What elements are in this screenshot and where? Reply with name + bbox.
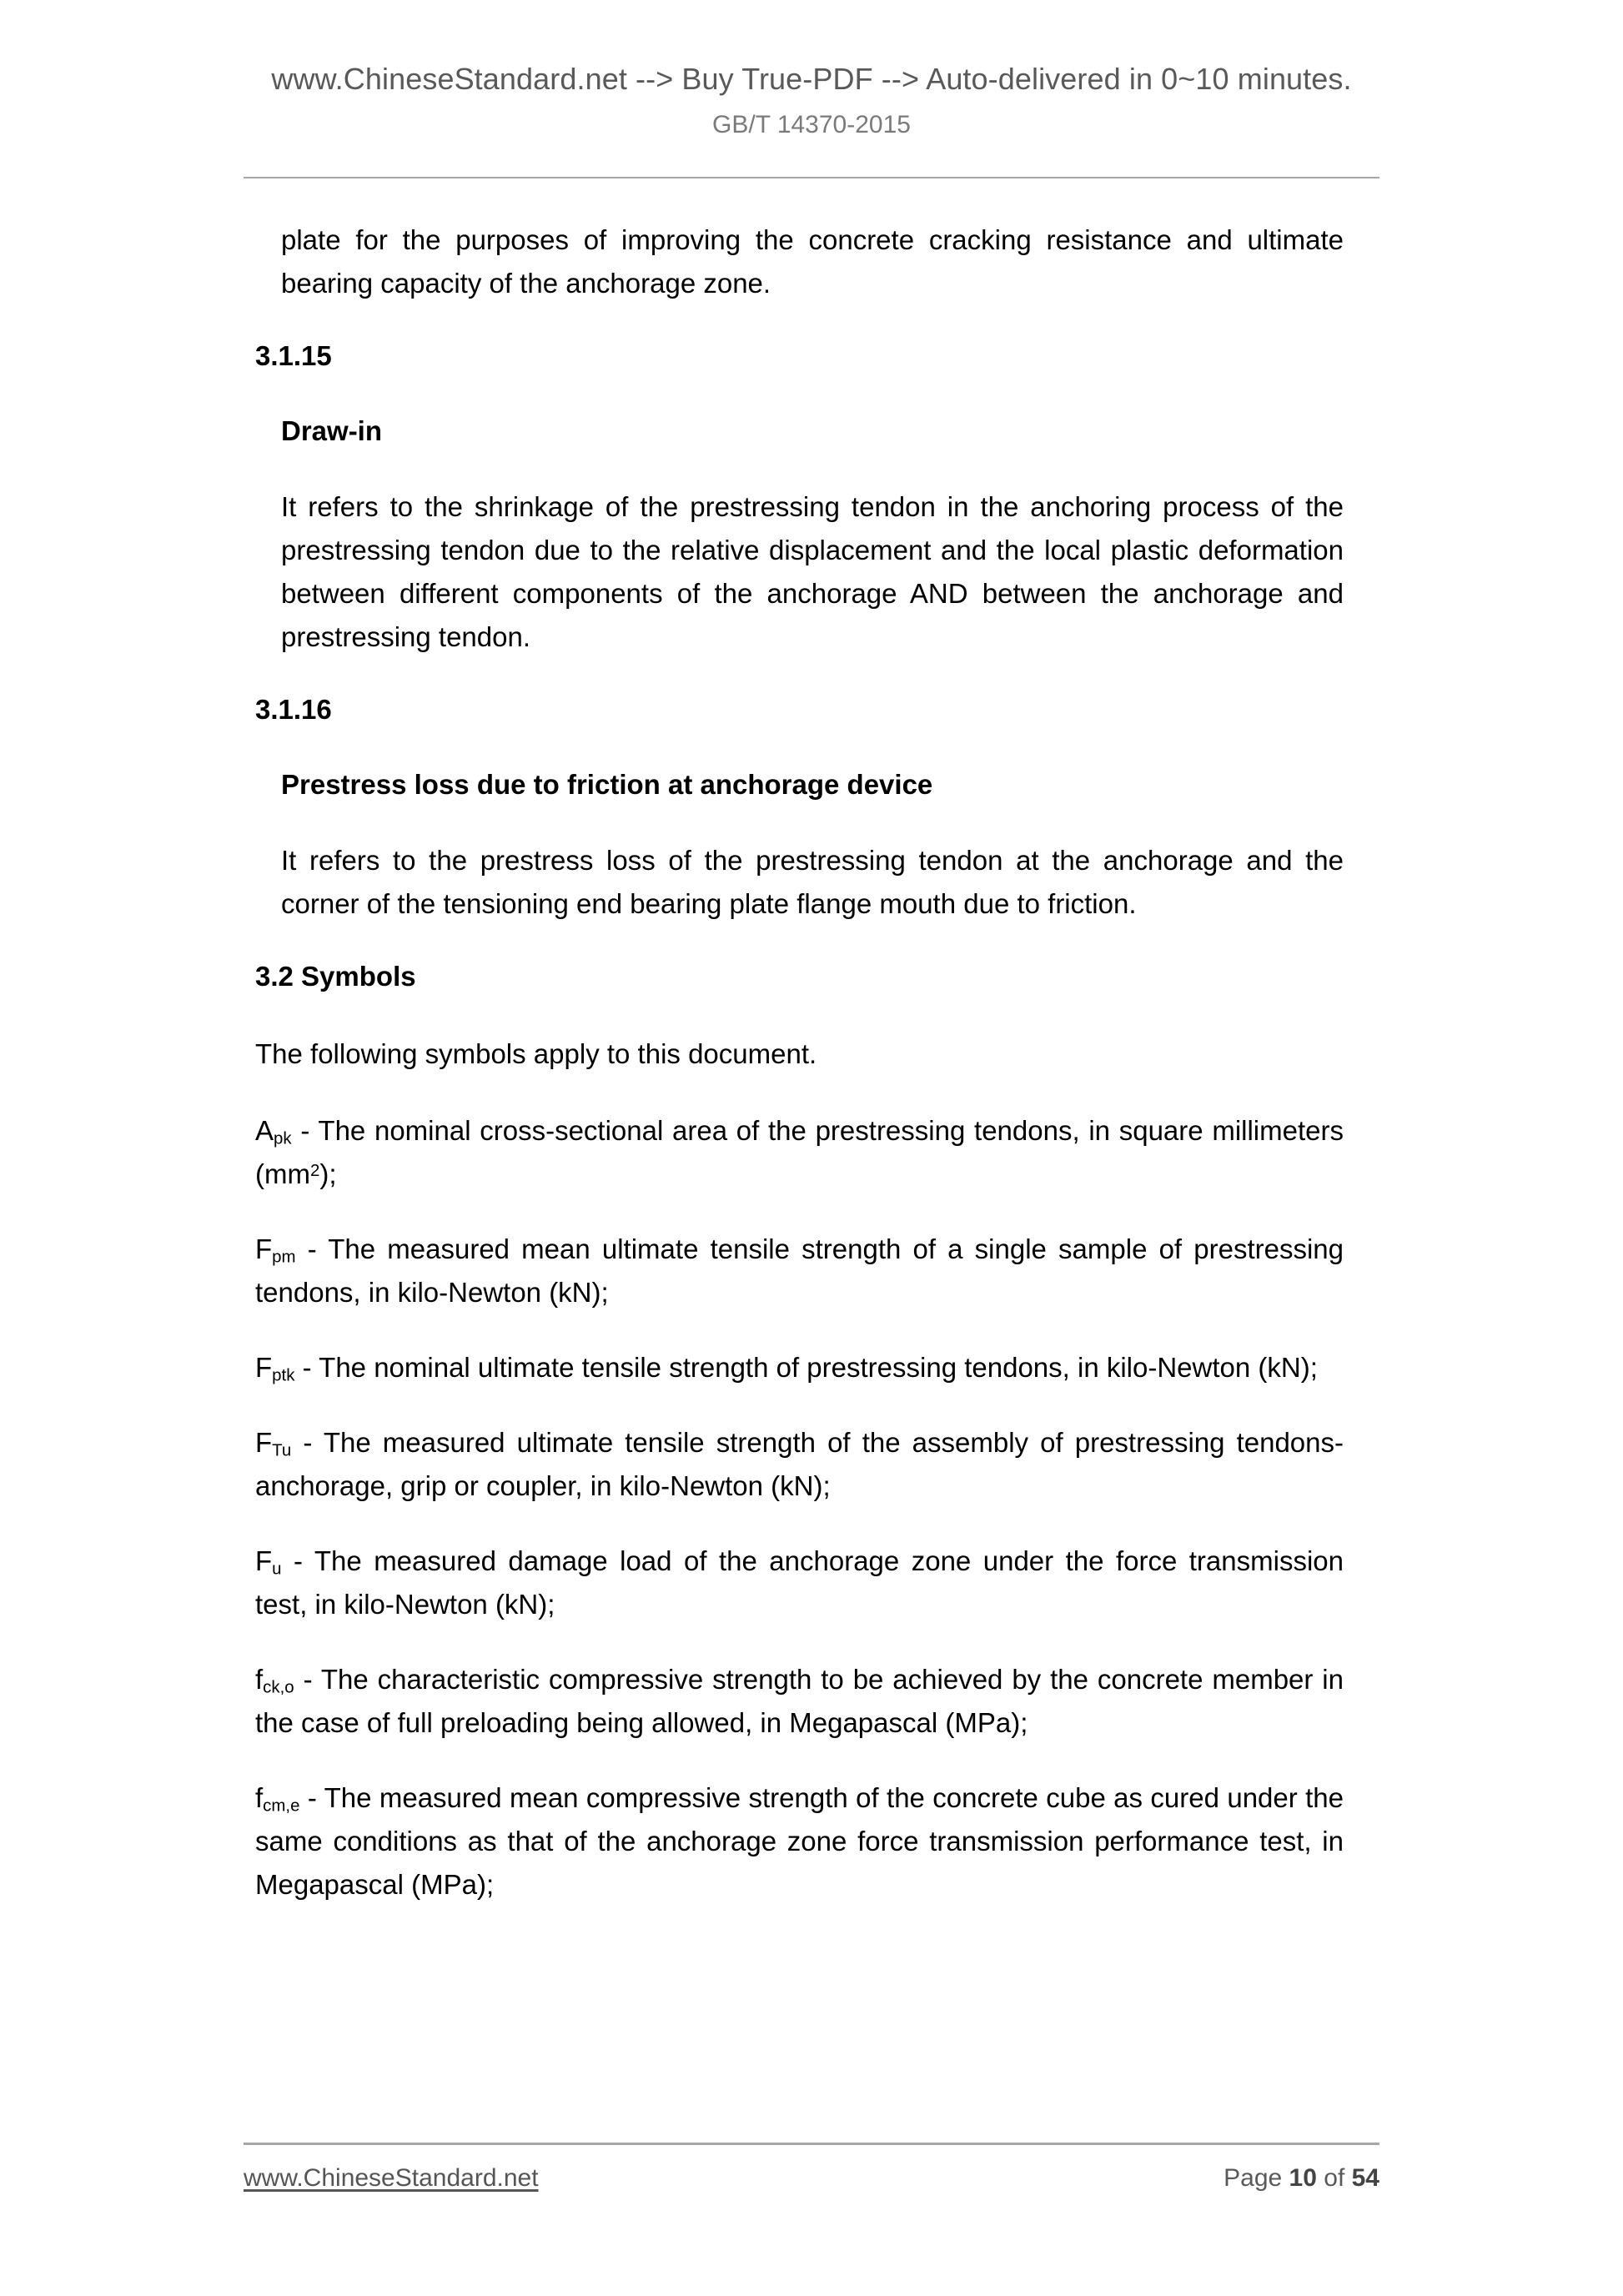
clause-number-3-1-15: 3.1.15 xyxy=(255,340,332,371)
term-definition-prestress-loss: It refers to the prestress loss of the prestressing tendon at the anchorage and the corner of the tensioning end bearing plate flange mouth due to friction. xyxy=(281,845,1344,919)
unit-exponent: 2 xyxy=(309,1160,320,1180)
symbol-definition xyxy=(255,1540,1344,1626)
symbol-definition xyxy=(255,1346,1344,1389)
symbol-description-tail: ); xyxy=(319,1158,337,1189)
footer-page-total: 54 xyxy=(1351,2164,1379,2192)
symbol-base: F xyxy=(255,1233,273,1264)
symbols-intro: The following symbols apply to this document. xyxy=(255,1038,817,1069)
footer-page-number: 10 xyxy=(1289,2164,1317,2192)
symbol-subscript: u xyxy=(272,1559,282,1579)
symbol-description: - The measured damage load of the anchorage zone under the force transmission test, in kilo-Newton (kN); xyxy=(255,1545,1344,1620)
symbol-description: - The measured mean ultimate tensile strength of a single sample of prestressing tendons, in kilo-Newton (kN); xyxy=(255,1233,1344,1308)
clause-number-3-1-16: 3.1.16 xyxy=(255,694,332,725)
symbol-description: - The measured mean compressive strength of the concrete cube as cured under the same conditions as that of the anchorage zone force transmission performance test, in Megapascal (MPa); xyxy=(255,1782,1344,1900)
term-title-prestress-loss: Prestress loss due to friction at anchorage device xyxy=(281,769,933,800)
header-divider xyxy=(244,177,1379,178)
continued-paragraph: plate for the purposes of improving the concrete cracking resistance and ultimate bearing capacity of the anchorage zone. xyxy=(281,224,1344,299)
section-heading-3-2-symbols: 3.2 Symbols xyxy=(255,961,416,992)
page-header xyxy=(0,60,1623,141)
symbol-base: f xyxy=(255,1664,264,1695)
symbol-base: F xyxy=(255,1352,273,1383)
symbol-description: - The nominal cross-sectional area of the prestressing tendons, in square millimeters (mm xyxy=(255,1115,1344,1189)
symbol-description: - The measured ultimate tensile strength of the assembly of prestressing tendons-anchorage, grip or coupler, in kilo-Newton (kN); xyxy=(255,1427,1344,1501)
symbol-base: F xyxy=(255,1545,273,1576)
symbol-description: - The nominal ultimate tensile strength of prestressing tendons, in kilo-Newton (kN); xyxy=(294,1352,1318,1383)
symbol-base: F xyxy=(255,1427,273,1458)
term-definition-draw-in: It refers to the shrinkage of the prestressing tendon in the anchoring process of the prestressing tendon due to the relative displacement and the local plastic deformation between different components of the anchorage AND between the anchorage and prestressing tendon. xyxy=(281,491,1344,652)
header-promo-text: www.ChineseStandard.net --> Buy True-PDF --> Auto-delivered in 0~10 minutes. xyxy=(271,62,1352,96)
symbol-definition xyxy=(255,1228,1344,1314)
document-body xyxy=(255,219,1344,1907)
symbol-base: A xyxy=(255,1115,274,1146)
symbol-definition xyxy=(255,1658,1344,1745)
symbol-definition-list xyxy=(255,1109,1344,1907)
footer-page-prefix: Page xyxy=(1224,2164,1289,2192)
symbol-subscript: pk xyxy=(274,1128,292,1148)
symbol-base: f xyxy=(255,1782,264,1813)
symbol-subscript: pm xyxy=(272,1247,296,1267)
symbol-definition xyxy=(255,1109,1344,1196)
symbol-subscript: Tu xyxy=(272,1440,292,1460)
footer-website-link[interactable]: www.ChineseStandard.net xyxy=(244,2164,539,2192)
footer-page-middle: of xyxy=(1316,2164,1352,2192)
symbol-definition xyxy=(255,1421,1344,1508)
header-standard-number: GB/T 14370-2015 xyxy=(712,111,911,138)
symbol-subscript: ptk xyxy=(272,1365,295,1385)
symbol-definition xyxy=(255,1776,1344,1907)
symbol-description: - The characteristic compressive strength to be achieved by the concrete member in the case of full preloading being allowed, in Megapascal (MPa); xyxy=(255,1664,1344,1738)
page-footer xyxy=(244,2164,1379,2193)
term-title-draw-in: Draw-in xyxy=(281,415,383,446)
footer-divider xyxy=(244,2143,1379,2145)
symbol-subscript: cm,e xyxy=(263,1796,300,1816)
footer-page-indicator xyxy=(1224,2164,1379,2193)
symbol-subscript: ck,o xyxy=(263,1677,294,1697)
